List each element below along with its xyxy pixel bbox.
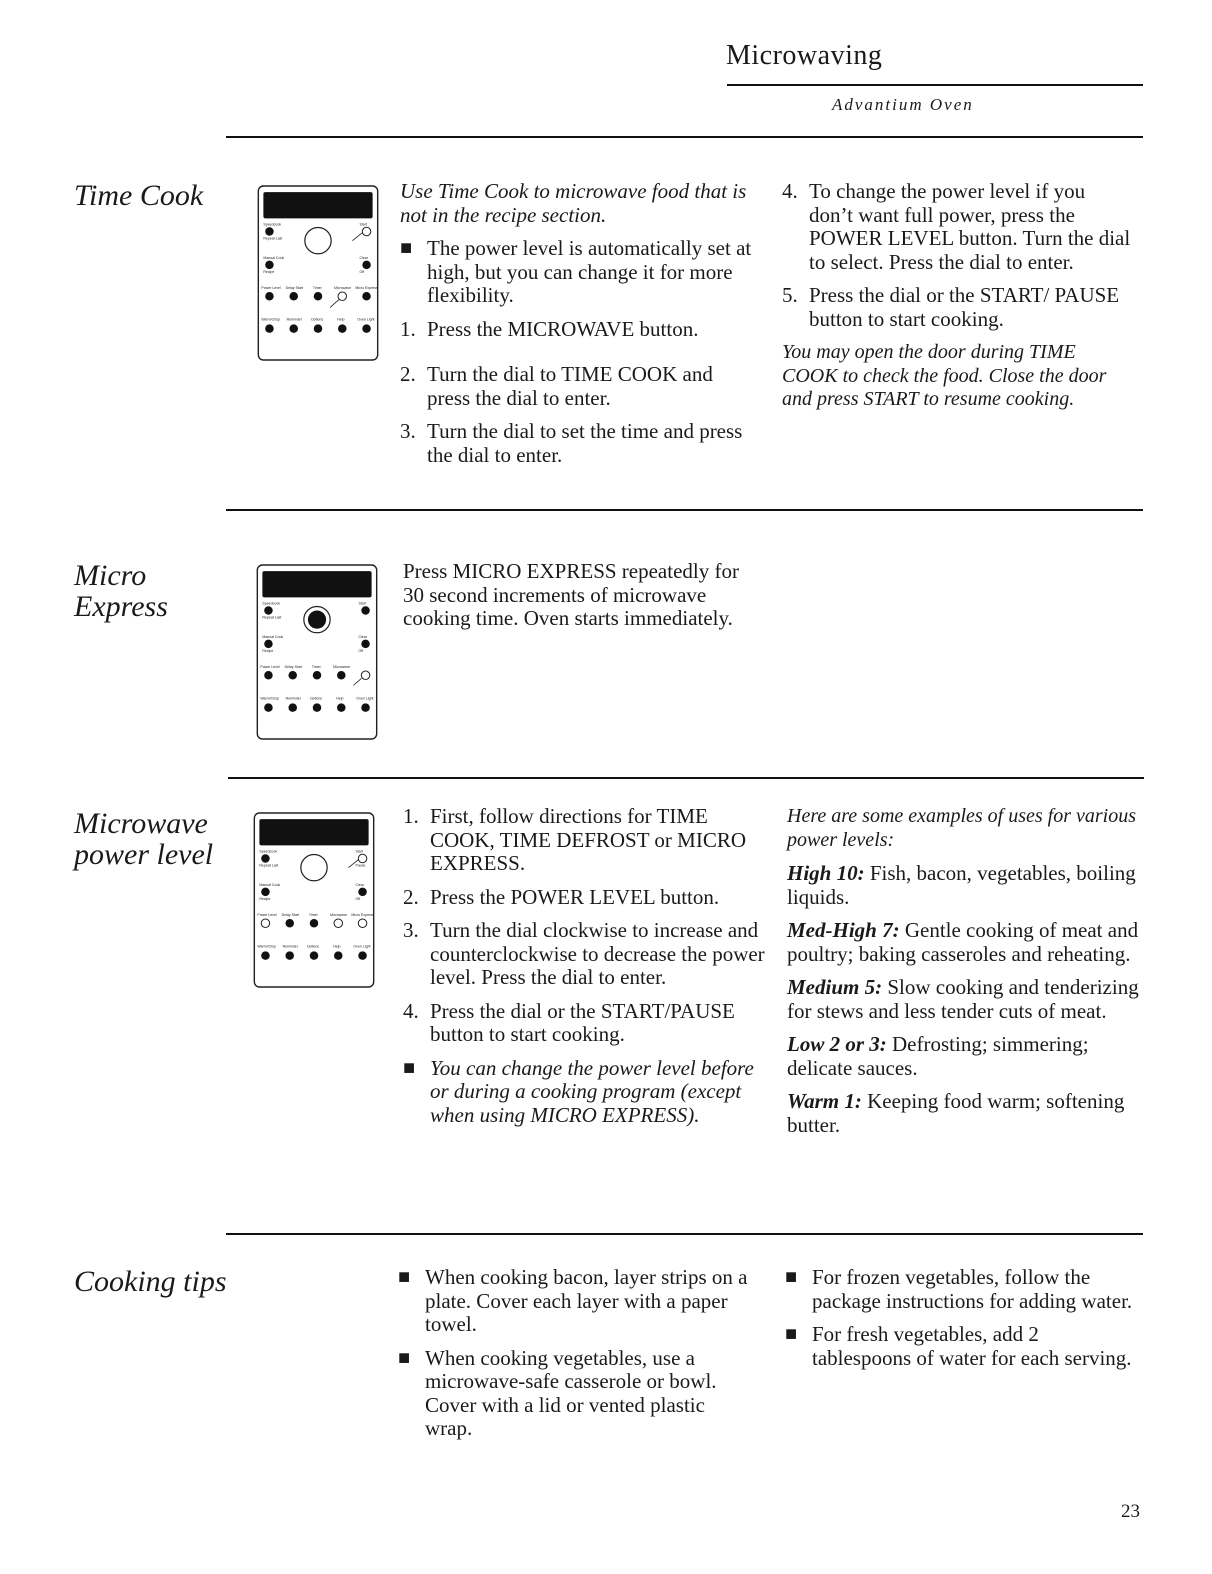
section-rule (226, 509, 1143, 511)
svg-text:Manual Cook: Manual Cook (262, 634, 284, 639)
bullet-icon: ■ (400, 237, 413, 259)
svg-text:Options: Options (306, 944, 320, 949)
power-level-example: Warm 1: Keeping food warm; softening butter. (787, 1089, 1125, 1137)
bullet-icon: ■ (398, 1346, 411, 1369)
power-level-example: Low 2 or 3: Defrosting; simmering; delicate sauces. (787, 1032, 1089, 1080)
step-item: 5. Press the dial or the START/ PAUSE button to start cooking. (782, 283, 1120, 331)
svg-text:Delay Start: Delay Start (284, 665, 303, 670)
svg-text:Timer: Timer (308, 913, 318, 918)
svg-text:Delay Start: Delay Start (281, 913, 300, 918)
svg-text:Power Level: Power Level (261, 286, 281, 291)
svg-text:Micro Express: Micro Express (355, 286, 378, 291)
svg-text:Help: Help (336, 696, 344, 701)
page-number: 23 (1121, 1501, 1140, 1522)
section-title-time-cook: Time Cook (74, 179, 204, 212)
power-level-example: Med-High 7: Gentle cooking of meat and poultry; baking casseroles and reheating. (787, 918, 1139, 966)
svg-text:Microwave: Microwave (334, 286, 352, 291)
svg-text:Warm/Crisp: Warm/Crisp (261, 317, 280, 322)
svg-text:Start: Start (355, 849, 363, 854)
list-item: ■ For fresh vegetables, add 2 tablespoons of water for each serving. (785, 1322, 1132, 1370)
svg-text:Help: Help (337, 317, 345, 322)
section-rule (228, 777, 1144, 779)
svg-text:Manual Cook: Manual Cook (263, 255, 285, 260)
list-item: ■ The power level is automatically set at high, but you can change it for more flexibility. (400, 236, 752, 307)
svg-text:Warm/Crisp: Warm/Crisp (260, 696, 279, 701)
list-item: ■ You can change the power level before or during a cooking program (except when using MICRO EXPRESS). (403, 1055, 754, 1127)
svg-text:Reminder: Reminder (285, 696, 301, 701)
svg-text:Help: Help (333, 944, 341, 949)
svg-text:Timer: Timer (312, 286, 322, 291)
step-item: 2. Press the POWER LEVEL button. (403, 884, 720, 909)
svg-text:Repeat Last: Repeat Last (259, 863, 279, 868)
svg-text:Delay Start: Delay Start (285, 286, 304, 291)
step-item: 4. Press the dial or the START/PAUSE button to start cooking. (403, 998, 735, 1046)
step-item: 2. Turn the dial to TIME COOK and press the dial to enter. (400, 362, 713, 410)
svg-text:Options: Options (310, 317, 324, 322)
svg-text:Microwave: Microwave (330, 913, 348, 918)
page-header-title: Microwaving (726, 40, 883, 71)
header-rule (727, 84, 1143, 86)
section-title-power-level: Microwave power level (74, 807, 214, 871)
step-item: 1. First, follow directions for TIME COOK, TIME DEFROST or MICRO EXPRESS. (403, 804, 747, 875)
svg-text:Clear: Clear (359, 255, 368, 260)
bullet-icon: ■ (785, 1266, 798, 1288)
svg-text:Off: Off (359, 270, 365, 274)
svg-text:Clear: Clear (355, 882, 364, 887)
svg-text:Options: Options (309, 696, 323, 701)
bullet-icon: ■ (398, 1266, 411, 1288)
svg-text:Repeat Last: Repeat Last (263, 236, 283, 241)
svg-text:Speedcook: Speedcook (263, 222, 282, 227)
micro-express-text: Press MICRO EXPRESS repeatedly for 30 second increments of microwave cooking time. Oven starts immediately. (403, 559, 739, 630)
svg-text:Start: Start (358, 601, 366, 606)
svg-text:Start: Start (359, 222, 367, 227)
svg-text:Oven Light: Oven Light (357, 317, 375, 322)
svg-text:Off: Off (355, 897, 361, 901)
bullet-icon: ■ (403, 1056, 416, 1079)
svg-text:Recipe: Recipe (262, 649, 274, 653)
svg-text:Speedcook: Speedcook (262, 601, 281, 606)
control-panel-diagram (257, 185, 379, 361)
section-title-micro-express: Micro Express (74, 559, 168, 623)
step-item: 4. To change the power level if you don’t want full power, press the POWER LEVEL button. Turn the dial to select. Press the dial to enter. (782, 179, 1131, 274)
svg-text:Oven Light: Oven Light (353, 944, 371, 949)
time-cook-intro: Use Time Cook to microwave food that is not in the recipe section. (400, 179, 747, 227)
time-cook-note: You may open the door during TIME COOK to check the food. Close the door and press START to resume cooking. (782, 341, 1107, 410)
page-header-subtitle: Advantium Oven (832, 95, 974, 114)
svg-text:Recipe: Recipe (263, 270, 275, 274)
step-item: 1. Press the MICROWAVE button. (400, 316, 699, 341)
svg-text:Manual Cook: Manual Cook (259, 882, 281, 887)
svg-text:Oven Light: Oven Light (356, 696, 374, 701)
list-item: ■ When cooking vegetables, use a microwave-safe casserole or bowl. Cover with a lid or vented plastic wrap. (398, 1345, 717, 1440)
step-item: 3. Turn the dial to set the time and press the dial to enter. (400, 419, 743, 467)
svg-text:Timer: Timer (311, 665, 321, 670)
list-item: ■ For frozen vegetables, follow the package instructions for adding water. (785, 1265, 1133, 1313)
svg-text:Micro Express: Micro Express (351, 913, 374, 918)
control-panel-diagram (256, 564, 378, 740)
svg-text:Repeat Last: Repeat Last (262, 615, 282, 620)
svg-text:Power Level: Power Level (257, 913, 277, 918)
svg-text:Clear: Clear (358, 634, 367, 639)
step-item: 3. Turn the dial clockwise to increase and counterclockwise to decrease the power level. Press the dial to enter. (403, 918, 765, 989)
svg-text:Reminder: Reminder (282, 944, 298, 949)
svg-text:Speedcook: Speedcook (259, 849, 278, 854)
power-level-example: High 10: Fish, bacon, vegetables, boiling liquids. (787, 861, 1136, 909)
bullet-icon: ■ (785, 1323, 798, 1345)
control-panel-diagram (253, 812, 375, 988)
svg-text:Pause: Pause (355, 863, 366, 868)
svg-text:Off: Off (358, 649, 364, 653)
list-item: ■ When cooking bacon, layer strips on a plate. Cover each layer with a paper towel. (398, 1265, 748, 1336)
svg-text:Microwave: Microwave (333, 665, 351, 670)
section-rule (226, 136, 1143, 138)
svg-text:Recipe: Recipe (259, 897, 271, 901)
section-title-cooking-tips: Cooking tips (74, 1265, 227, 1298)
svg-text:Warm/Crisp: Warm/Crisp (257, 944, 276, 949)
section-rule (226, 1233, 1143, 1235)
power-examples-intro: Here are some examples of uses for various power levels: (787, 805, 1137, 851)
svg-text:Power Level: Power Level (260, 665, 280, 670)
power-level-example: Medium 5: Slow cooking and tenderizing for stews and less tender cuts of meat. (787, 975, 1139, 1023)
svg-text:Reminder: Reminder (286, 317, 302, 322)
